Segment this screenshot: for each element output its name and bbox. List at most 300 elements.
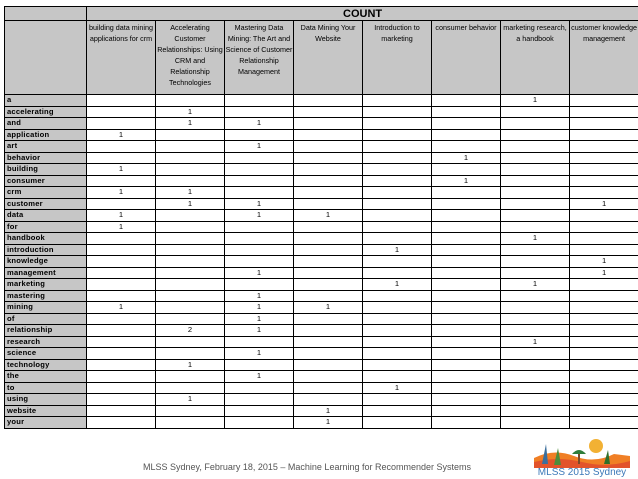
count-cell <box>294 359 363 371</box>
term-cell: building <box>5 164 87 176</box>
count-cell <box>294 394 363 406</box>
count-title: COUNT <box>87 7 638 21</box>
count-cell: 2 <box>156 325 225 337</box>
count-cell <box>363 187 432 199</box>
table-row <box>5 244 638 256</box>
count-cell <box>363 371 432 383</box>
count-cell: 1 <box>225 348 294 360</box>
count-cell <box>87 175 156 187</box>
count-cell <box>570 152 638 164</box>
term-cell: your <box>5 417 87 429</box>
count-cell <box>501 394 570 406</box>
table-row <box>5 175 638 187</box>
count-cell <box>432 141 501 153</box>
count-cell <box>87 106 156 118</box>
count-cell: 1 <box>225 302 294 314</box>
count-cell <box>363 118 432 130</box>
count-cell <box>363 336 432 348</box>
term-cell: knowledge <box>5 256 87 268</box>
count-cell <box>432 106 501 118</box>
count-cell <box>501 267 570 279</box>
table-row <box>5 417 638 429</box>
count-cell: 1 <box>225 325 294 337</box>
table-row <box>5 371 638 383</box>
title-row <box>5 7 638 21</box>
table-row <box>5 325 638 337</box>
term-cell: science <box>5 348 87 360</box>
count-cell <box>501 164 570 176</box>
count-cell <box>363 405 432 417</box>
count-cell: 1 <box>432 175 501 187</box>
count-cell: 1 <box>432 152 501 164</box>
count-cell <box>432 405 501 417</box>
count-cell <box>570 95 638 107</box>
count-cell: 1 <box>363 244 432 256</box>
table-row <box>5 164 638 176</box>
count-cell <box>501 210 570 222</box>
count-cell <box>363 141 432 153</box>
count-cell <box>294 175 363 187</box>
logo-landscape-icon <box>534 434 630 468</box>
term-cell: consumer <box>5 175 87 187</box>
count-cell <box>501 175 570 187</box>
term-cell: mastering <box>5 290 87 302</box>
count-cell <box>432 198 501 210</box>
count-cell <box>156 279 225 291</box>
count-cell <box>294 244 363 256</box>
count-cell <box>570 233 638 245</box>
count-cell <box>570 175 638 187</box>
count-cell <box>363 164 432 176</box>
count-cell <box>363 221 432 233</box>
count-cell <box>501 187 570 199</box>
count-cell <box>363 267 432 279</box>
count-cell <box>294 233 363 245</box>
count-cell <box>156 256 225 268</box>
count-cell: 1 <box>225 141 294 153</box>
count-cell <box>294 187 363 199</box>
count-cell: 1 <box>501 279 570 291</box>
count-cell <box>225 106 294 118</box>
count-cell <box>294 106 363 118</box>
count-cell <box>87 359 156 371</box>
count-cell <box>432 325 501 337</box>
count-cell <box>294 267 363 279</box>
count-cell <box>225 175 294 187</box>
count-cell <box>225 336 294 348</box>
count-cell <box>570 325 638 337</box>
count-cell <box>294 382 363 394</box>
table-row <box>5 394 638 406</box>
count-cell <box>87 348 156 360</box>
count-cell <box>432 417 501 429</box>
column-header: Accelerating Customer Relationships: Using CRM and Relationship Technologies <box>156 21 225 95</box>
count-cell <box>432 221 501 233</box>
count-cell <box>225 233 294 245</box>
count-cell <box>156 210 225 222</box>
count-cell <box>432 267 501 279</box>
term-cell: technology <box>5 359 87 371</box>
count-cell <box>87 244 156 256</box>
count-cell <box>294 198 363 210</box>
count-cell <box>432 164 501 176</box>
count-cell <box>570 187 638 199</box>
count-cell <box>432 256 501 268</box>
table-row <box>5 302 638 314</box>
count-cell <box>501 198 570 210</box>
count-cell: 1 <box>156 198 225 210</box>
count-cell <box>363 106 432 118</box>
table-row <box>5 290 638 302</box>
count-cell <box>363 198 432 210</box>
count-cell <box>363 129 432 141</box>
count-cell <box>156 164 225 176</box>
count-cell <box>87 118 156 130</box>
count-cell <box>87 267 156 279</box>
count-cell: 1 <box>87 210 156 222</box>
count-cell <box>294 348 363 360</box>
count-cell: 1 <box>225 267 294 279</box>
count-cell <box>363 95 432 107</box>
count-cell <box>501 244 570 256</box>
term-cell: application <box>5 129 87 141</box>
count-cell <box>225 359 294 371</box>
count-cell <box>501 371 570 383</box>
count-cell <box>432 187 501 199</box>
count-cell <box>363 313 432 325</box>
count-cell <box>570 336 638 348</box>
count-cell <box>570 244 638 256</box>
term-cell: of <box>5 313 87 325</box>
count-cell <box>87 95 156 107</box>
count-cell <box>570 348 638 360</box>
column-header-row <box>5 21 638 95</box>
table-row <box>5 106 638 118</box>
count-cell <box>432 233 501 245</box>
count-cell <box>87 279 156 291</box>
count-cell: 1 <box>156 187 225 199</box>
term-cell: handbook <box>5 233 87 245</box>
count-cell <box>570 382 638 394</box>
term-cell: art <box>5 141 87 153</box>
count-cell <box>432 371 501 383</box>
count-cell: 1 <box>294 417 363 429</box>
count-cell: 1 <box>87 164 156 176</box>
count-cell: 1 <box>294 210 363 222</box>
table-row <box>5 405 638 417</box>
table-row <box>5 152 638 164</box>
count-cell <box>570 290 638 302</box>
count-cell: 1 <box>501 95 570 107</box>
term-cell: the <box>5 371 87 383</box>
table-row <box>5 141 638 153</box>
table-row <box>5 129 638 141</box>
count-cell <box>570 313 638 325</box>
count-cell <box>156 129 225 141</box>
count-cell <box>501 359 570 371</box>
count-cell <box>363 233 432 245</box>
count-cell: 1 <box>225 118 294 130</box>
count-cell <box>570 359 638 371</box>
count-cell <box>570 371 638 383</box>
count-cell: 1 <box>87 187 156 199</box>
count-cell <box>501 382 570 394</box>
count-cell <box>156 405 225 417</box>
count-cell <box>87 417 156 429</box>
count-cell <box>156 221 225 233</box>
count-cell <box>294 336 363 348</box>
count-cell: 1 <box>87 221 156 233</box>
count-cell <box>363 359 432 371</box>
count-cell <box>225 95 294 107</box>
count-cell <box>432 394 501 406</box>
count-cell <box>432 336 501 348</box>
column-header: marketing research, a handbook <box>501 21 570 95</box>
count-cell <box>294 290 363 302</box>
table-row <box>5 348 638 360</box>
count-cell <box>363 348 432 360</box>
count-cell <box>501 152 570 164</box>
count-cell <box>570 129 638 141</box>
term-cell: accelerating <box>5 106 87 118</box>
count-cell <box>156 371 225 383</box>
count-cell <box>501 302 570 314</box>
count-cell <box>225 417 294 429</box>
count-cell <box>156 233 225 245</box>
count-cell <box>87 394 156 406</box>
count-cell <box>225 187 294 199</box>
count-cell <box>432 290 501 302</box>
count-cell <box>570 106 638 118</box>
count-cell <box>294 371 363 383</box>
count-cell <box>432 279 501 291</box>
count-cell: 1 <box>570 256 638 268</box>
count-cell <box>156 348 225 360</box>
count-cell <box>432 118 501 130</box>
count-cell <box>570 221 638 233</box>
count-cell <box>156 336 225 348</box>
count-cell <box>294 325 363 337</box>
term-cell: mining <box>5 302 87 314</box>
count-cell <box>432 348 501 360</box>
count-cell: 1 <box>156 359 225 371</box>
count-cell <box>156 141 225 153</box>
count-cell <box>225 129 294 141</box>
count-cell <box>570 394 638 406</box>
term-cell: to <box>5 382 87 394</box>
count-cell <box>501 325 570 337</box>
count-cell: 1 <box>570 198 638 210</box>
table-row <box>5 221 638 233</box>
count-cell <box>432 244 501 256</box>
count-cell <box>294 279 363 291</box>
count-cell: 1 <box>87 302 156 314</box>
count-cell <box>225 279 294 291</box>
count-cell <box>570 302 638 314</box>
term-cell: relationship <box>5 325 87 337</box>
count-cell <box>225 405 294 417</box>
count-cell <box>294 95 363 107</box>
table-row <box>5 256 638 268</box>
count-cell <box>156 417 225 429</box>
term-cell: data <box>5 210 87 222</box>
count-cell <box>87 313 156 325</box>
count-cell: 1 <box>225 210 294 222</box>
count-cell: 1 <box>156 118 225 130</box>
count-cell <box>294 221 363 233</box>
count-cell <box>156 244 225 256</box>
count-cell <box>225 382 294 394</box>
count-cell <box>87 233 156 245</box>
count-cell <box>363 302 432 314</box>
count-cell <box>156 302 225 314</box>
column-header: Introduction to marketing <box>363 21 432 95</box>
count-cell <box>501 290 570 302</box>
count-cell <box>570 405 638 417</box>
term-cell: a <box>5 95 87 107</box>
table-row <box>5 210 638 222</box>
column-header: customer knowledge management <box>570 21 638 95</box>
term-cell: and <box>5 118 87 130</box>
count-cell: 1 <box>294 405 363 417</box>
count-cell <box>501 417 570 429</box>
logo-text: MLSS 2015 Sydney <box>537 467 627 478</box>
column-header: consumer behavior <box>432 21 501 95</box>
count-cell <box>87 152 156 164</box>
term-cell: behavior <box>5 152 87 164</box>
count-cell <box>501 118 570 130</box>
count-cell <box>501 348 570 360</box>
count-cell <box>501 313 570 325</box>
mlss-logo <box>534 434 630 478</box>
count-cell <box>501 129 570 141</box>
term-cell: using <box>5 394 87 406</box>
count-cell <box>87 290 156 302</box>
count-cell <box>363 394 432 406</box>
count-cell <box>501 405 570 417</box>
table-row <box>5 279 638 291</box>
table-row <box>5 267 638 279</box>
count-cell <box>432 359 501 371</box>
count-cell <box>570 279 638 291</box>
count-cell <box>570 210 638 222</box>
count-cell <box>87 325 156 337</box>
count-cell <box>363 152 432 164</box>
count-cell <box>363 290 432 302</box>
table-row <box>5 359 638 371</box>
count-cell <box>87 198 156 210</box>
count-cell <box>156 95 225 107</box>
count-cell <box>570 141 638 153</box>
count-cell <box>501 221 570 233</box>
count-cell: 1 <box>225 290 294 302</box>
count-cell: 1 <box>156 106 225 118</box>
corner-cell <box>5 7 87 21</box>
count-cell <box>156 267 225 279</box>
count-cell <box>294 141 363 153</box>
count-cell <box>432 382 501 394</box>
count-cell <box>294 256 363 268</box>
count-cell: 1 <box>156 394 225 406</box>
term-cell: introduction <box>5 244 87 256</box>
count-cell <box>294 164 363 176</box>
count-cell: 1 <box>363 382 432 394</box>
count-cell: 1 <box>225 313 294 325</box>
count-cell <box>432 210 501 222</box>
count-cell: 1 <box>225 198 294 210</box>
count-cell <box>294 313 363 325</box>
count-cell <box>363 417 432 429</box>
count-cell <box>225 394 294 406</box>
count-cell <box>501 141 570 153</box>
count-cell <box>570 118 638 130</box>
count-cell <box>225 244 294 256</box>
count-cell <box>225 152 294 164</box>
count-cell <box>570 164 638 176</box>
count-cell <box>156 152 225 164</box>
count-cell <box>156 290 225 302</box>
count-cell <box>225 221 294 233</box>
table-row <box>5 95 638 107</box>
count-cell <box>294 129 363 141</box>
table-row <box>5 233 638 245</box>
count-cell <box>225 256 294 268</box>
count-cell <box>501 106 570 118</box>
count-cell <box>432 129 501 141</box>
footer-text: MLSS Sydney, February 18, 2015 – Machine Learning for Recommender Systems <box>143 462 471 472</box>
term-cell: research <box>5 336 87 348</box>
count-cell <box>87 405 156 417</box>
term-cell: customer <box>5 198 87 210</box>
count-cell: 1 <box>501 336 570 348</box>
table-row <box>5 382 638 394</box>
table-row <box>5 313 638 325</box>
count-cell <box>570 417 638 429</box>
term-cell: website <box>5 405 87 417</box>
count-cell <box>363 325 432 337</box>
column-header: building data mining applications for crm <box>87 21 156 95</box>
table-row <box>5 187 638 199</box>
count-cell <box>225 164 294 176</box>
term-cell: marketing <box>5 279 87 291</box>
count-cell: 1 <box>225 371 294 383</box>
count-cell <box>87 141 156 153</box>
count-cell <box>87 382 156 394</box>
count-cell <box>87 256 156 268</box>
count-cell: 1 <box>294 302 363 314</box>
count-cell <box>294 152 363 164</box>
column-header: Data Mining Your Website <box>294 21 363 95</box>
table-row <box>5 198 638 210</box>
term-cell: management <box>5 267 87 279</box>
count-cell <box>156 313 225 325</box>
count-cell: 1 <box>363 279 432 291</box>
count-cell <box>156 175 225 187</box>
count-cell <box>363 256 432 268</box>
count-cell <box>363 175 432 187</box>
count-cell <box>501 256 570 268</box>
count-cell: 1 <box>87 129 156 141</box>
count-cell <box>87 371 156 383</box>
count-cell <box>363 210 432 222</box>
table-row <box>5 118 638 130</box>
count-cell <box>156 382 225 394</box>
count-cell <box>432 313 501 325</box>
column-header: Mastering Data Mining: The Art and Science of Customer Relationship Management <box>225 21 294 95</box>
count-cell: 1 <box>570 267 638 279</box>
header-corner-cell <box>5 21 87 95</box>
term-count-table <box>4 6 638 429</box>
